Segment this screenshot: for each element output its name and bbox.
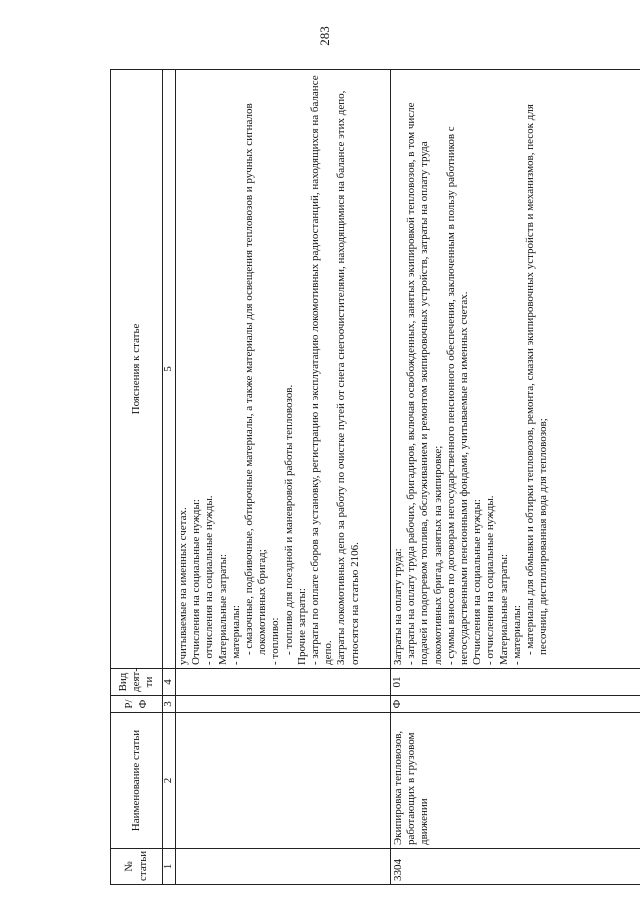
explanation-line: Затраты на оплату труда:	[392, 548, 404, 665]
rf-value	[176, 696, 391, 713]
explanation-line: Отчисления на социальные нужды:	[190, 499, 203, 665]
article-explanation	[176, 70, 391, 669]
explanation-line: - затраты по оплате сборов за установку, регистрацию и эксплуатацию локомотивных радиостанций, находящихся на балансе депо.	[309, 75, 335, 665]
column-number: 3	[163, 696, 176, 713]
explanation-line: - топливо:	[269, 617, 282, 665]
article-explanation	[391, 70, 640, 669]
column-number: 1	[163, 849, 176, 885]
activity-value: 01	[391, 669, 640, 696]
column-number: 2	[163, 713, 176, 849]
column-number: 4	[163, 669, 176, 696]
explanation-line: Прочие затраты:	[295, 588, 308, 665]
activity-value	[176, 669, 391, 696]
page-number: 283	[317, 26, 332, 46]
explanation-line: Материальные затраты:	[216, 553, 229, 665]
header-article-number: № статьи	[111, 849, 163, 885]
column-number: 5	[163, 70, 176, 669]
header-explanations: Пояснения к статье	[111, 70, 163, 669]
explanation-line: учитываемые на именных счетах.	[177, 507, 189, 665]
explanation-line: Затраты локомотивных депо за работу по очистке путей от снега снегоочистителями, находящимися на балансе этих депо, относятся на статью 2106.	[335, 90, 361, 665]
explanation-line: - отчисления на социальные нужды.	[203, 495, 216, 665]
explanation-line: Отчисления на социальные нужды:	[471, 499, 484, 665]
header-activity-type: Вид деят-ти	[111, 669, 163, 696]
article-number	[176, 849, 391, 885]
explanation-line: - материалы для обмывки и обтирки тепловозов, ремонта, смазки экипировочных устройств и механизмов, песок для песочниц, дистиллированная вода для тепловозов;	[524, 104, 550, 655]
rotated-page-content	[110, 70, 640, 885]
explanation-line: - затраты на оплату труда рабочих, бригадиров, включая освобожденных, занятых экипировкой тепловозов, в том числе подачей и подогревом топлива, обслуживанием и ремонтом экипировочных устройств, затраты на оплату труда локомотивных бригад, занятых на экипировке;	[405, 102, 444, 665]
explanation-line: - материалы:	[510, 605, 523, 665]
article-name: Экипировка тепловозов, работающих в грузовом движении	[391, 713, 640, 849]
table-row	[391, 70, 640, 885]
header-rf: Р/ Ф	[111, 696, 163, 713]
cost-items-table	[110, 69, 640, 885]
explanation-line: - смазочные, подбивочные, обтирочные материалы, а также материалы для освещения тепловозов и ручных сигналов локомотивных бригад;	[243, 103, 269, 655]
explanation-line: - суммы взносов по договорам негосударственного пенсионного обеспечения, заключенным в пользу работников с негосударственными пенсионными фондами, учитываемые на именных счетах.	[444, 126, 471, 665]
table-row	[176, 70, 391, 885]
explanation-line: - материалы:	[229, 605, 242, 665]
explanation-line: Материальные затраты:	[497, 553, 510, 665]
header-article-name: Наименование статьи	[111, 713, 163, 849]
article-name	[176, 713, 391, 849]
explanation-line: - отчисления на социальные нужды.	[484, 495, 497, 665]
rf-value: Ф	[391, 696, 640, 713]
article-number: 3304	[391, 849, 640, 885]
explanation-line: - топливо для поездной и маневровой работы тепловозов.	[282, 384, 295, 655]
